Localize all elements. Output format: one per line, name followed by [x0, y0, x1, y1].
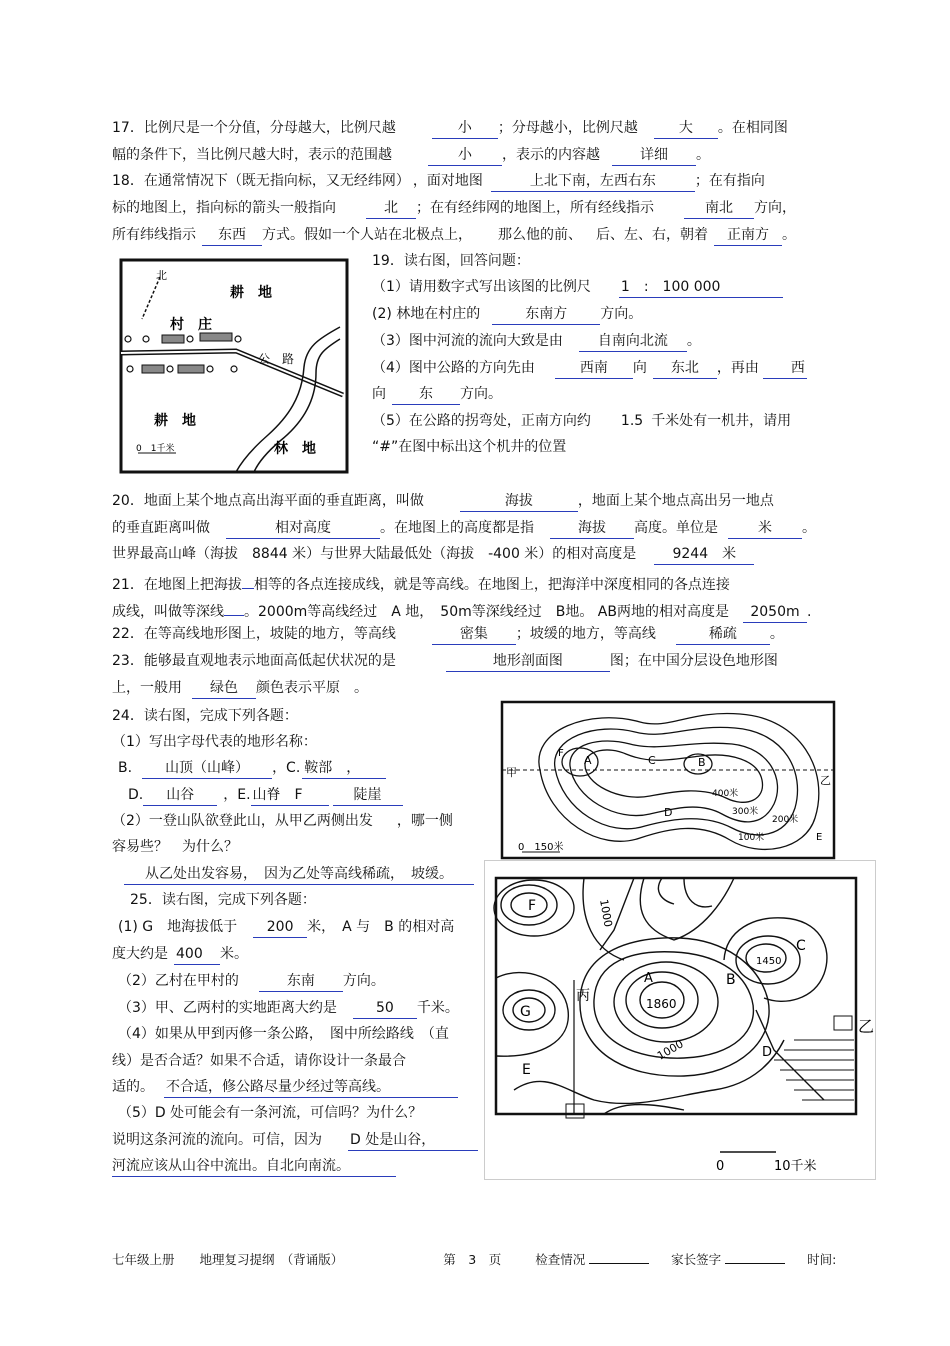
q19-title: 19．读右图，回答问题： [372, 253, 530, 269]
q24-def: D. 山谷 ，E. 山脊 F 陡崖 [128, 785, 403, 806]
scale-zero: 0 [716, 1159, 725, 1174]
point-c: C [648, 754, 656, 767]
answer-blank: 稀疏 [676, 624, 770, 645]
answer-blank: 上北下南，左西右东 [491, 171, 695, 192]
answer-blank: 1 : 100 000 [619, 277, 783, 298]
answer-blank: 东西 [202, 225, 262, 246]
answer-blank: 东北 [653, 358, 717, 379]
answer-blank: D 处是山谷， [348, 1130, 478, 1151]
farmland-label: 耕 地 [154, 413, 196, 429]
q24-s1: （1）写出字母代表的地形名称： [112, 734, 317, 750]
yi-village: 乙 [858, 1017, 875, 1036]
answer-blank: 北 [366, 198, 416, 219]
check-blank [589, 1251, 649, 1264]
answer-blank: 小 [428, 145, 502, 166]
contour-400: 400米 [712, 789, 739, 799]
q25-s4c: 适的。 不合适，修公路尽量少经过等高线。 [112, 1077, 458, 1098]
answer-blank: 自南向北流 [579, 331, 687, 352]
village-label: 村 庄 [170, 317, 212, 333]
q25-s5b: 说明这条河流的流向。可信，因为 D 处是山谷， [112, 1130, 478, 1151]
q18-line1: 18．在通常情况下（既无指向标，又无经纬网） ，面对地图 上北下南，左西右东 ；在有指向 [112, 171, 765, 192]
answer-blank: 东 [392, 384, 460, 405]
q24-bc: B. 山顶（山峰） ，C. 鞍部 ， [118, 758, 386, 779]
answer-blank: 海拔 [460, 491, 578, 512]
q24-answer [124, 864, 474, 885]
answer-blank: 西 [763, 358, 807, 379]
contour-map-villages [484, 860, 876, 1180]
answer-blank: 山脊 F [251, 785, 329, 806]
answer-blank: 山顶（山峰） [142, 758, 272, 779]
q25-s2: （2）乙村在甲村的 东南 方向。 [118, 971, 385, 992]
q22-line: 22．在等高线地形图上，坡陡的地方，等高线 密集 ；坡缓的地方，等高线 稀疏 。 [112, 624, 784, 645]
q23-line1: 23．能够最直观地表示地面高低起伏状况的是 地形剖面图 图；在中国分层设色地形图 [112, 651, 778, 672]
point-d: D [762, 1045, 773, 1060]
q19-s5: （5）在公路的拐弯处，正南方向约 1.5 千米处有一机井，请用 [372, 413, 792, 429]
q19-s5-cont: “#”在图中标出这个机井的位置 [372, 439, 567, 455]
point-a: A [584, 754, 592, 767]
point-b: B [698, 756, 706, 769]
point-b: B [726, 972, 736, 988]
answer-blank: 山谷 [143, 785, 217, 806]
answer-blank: 不合适，修公路尽量少经过等高线。 [164, 1077, 458, 1098]
answer-blank: 东南方 [492, 304, 600, 325]
contour-map-mountain [500, 700, 836, 860]
answer-blank: 2050m [743, 602, 807, 623]
q25-s4: （4）如果从甲到丙修一条公路， 图中所绘路线 （直 [118, 1026, 449, 1042]
q25-s3: （3）甲、乙两村的实地距离大约是 50 千米。 [118, 998, 459, 1019]
page-number: 第 3 页 [443, 1252, 502, 1267]
q20-line1: 20．地面上某个地点高出海平面的垂直距离，叫做 海拔 ，地面上某个地点高出另一地点 [112, 491, 774, 512]
jia-label: 甲 [506, 766, 517, 779]
answer-blank: 正南方 [714, 225, 782, 246]
q19-s4-cont: 向 东 方向。 [372, 384, 502, 405]
point-e: E [816, 832, 823, 843]
q24-s2: （2）一登山队欲登此山，从甲乙两侧出发 ，哪一侧 [112, 813, 453, 829]
point-a: A [644, 971, 653, 986]
answer-blank: 米 [728, 518, 802, 539]
q18-line3: 所有纬线指示 东西 方式。假如一个人站在北极点上， 那么他的前、 后、左、右，朝着 正南方 。 [112, 225, 796, 246]
q25-s5d [112, 1156, 396, 1177]
answer-blank: 详细 [612, 145, 696, 166]
q25-s1: (1) G 地海拔低于 200 米， A 与 B 的相对高 [118, 917, 454, 938]
answer-blank: 绿色 [192, 678, 256, 699]
q24-title: 24．读右图，完成下列各题： [112, 708, 298, 724]
answer-blank: 南北 [684, 198, 754, 219]
time-label: 时间: [807, 1252, 837, 1267]
q25-s5: （5）D 处可能会有一条河流，可信吗？为什么？ [118, 1105, 423, 1121]
answer-blank: 400 [174, 944, 220, 965]
q25-s1c: 度大约是 400 米。 [112, 944, 248, 965]
village-map [118, 257, 350, 475]
q18-line2: 标的地图上，指向标的箭头一般指向 北 ；在有经纬网的地图上，所有经线指示 南北 方向， [112, 198, 796, 219]
answer-blank: 西南 [555, 358, 633, 379]
q19-s2: (2) 林地在村庄的 东南方 方向。 [372, 304, 642, 325]
q24-s2c: 容易些？ 为什么？ [112, 839, 238, 855]
height-1860: 1860 [646, 997, 677, 1011]
answer-blank: 密集 [432, 624, 516, 645]
contour-300: 300米 [732, 807, 759, 817]
answer-blank: 9244 米 [654, 544, 754, 565]
q23-line2: 上，一般用 绿色 颜色表示平原 。 [112, 678, 368, 699]
q17-line1: 17．比例尺是一个分值，分母越大，比例尺越 小 ；分母越小，比例尺越 大 。在相同图 [112, 118, 788, 139]
scale-bar: 0 1千米 [136, 444, 175, 454]
point-e: E [522, 1062, 531, 1078]
q25-s4b: 线）是否合适？如果不合适，请你设计一条最合 [112, 1053, 406, 1069]
answer-blank: 50 [353, 998, 417, 1019]
q17-line2: 幅的条件下，当比例尺越大时，表示的范围越 小 ，表示的内容越 详细 。 [112, 145, 710, 166]
q19-s4: （4）图中公路的方向先由 西南 向 东北 ，再由 西 [372, 358, 807, 379]
answer-blank: 相对高度 [226, 518, 380, 539]
contour-200: 200米 [772, 815, 799, 825]
q25-title: 25．读右图，完成下列各题： [130, 892, 316, 908]
q20-line2: 的垂直距离叫做 相对高度 。在地图上的高度都是指 海拔 高度。单位是 米 。 [112, 518, 816, 539]
q19-s1: （1）请用数字式写出该图的比例尺 1 : 100 000 [372, 277, 783, 298]
north-label: 北 [156, 269, 167, 282]
page-footer [112, 1250, 836, 1268]
answer-blank: 地形剖面图 [446, 651, 610, 672]
bing-label: 丙 [576, 988, 590, 1004]
q20-line3: 世界最高山峰（海拔 8844 米）与世界大陆最低处（海拔 -400 米）的相对高度是 9244 米 [112, 544, 754, 565]
answer-blank: 大 [654, 118, 718, 139]
sign-label: 家长签字 [671, 1252, 722, 1267]
forest-label: 林 地 [274, 441, 316, 457]
point-f: F [528, 898, 537, 914]
answer-blank: 小 [432, 118, 498, 139]
yi-label: 乙 [820, 774, 831, 787]
height-1450: 1450 [756, 956, 782, 967]
answer-blank: 从乙处出发容易， 因为乙处等高线稀疏， 坡缓。 [124, 864, 474, 885]
scale-bar: 0 150米 [518, 842, 564, 853]
point-d: D [664, 806, 673, 819]
contour-100: 100米 [738, 833, 765, 843]
answer-blank: 东南 [259, 971, 343, 992]
contour-1000: 1000 [597, 898, 615, 929]
road-label: 公 路 [258, 352, 295, 366]
farmland-label: 耕 地 [230, 285, 272, 301]
footer-title: 七年级上册 地理复习提纲 （背诵版） [112, 1252, 344, 1267]
sign-blank [725, 1251, 785, 1264]
answer-blank: 陡崖 [333, 785, 403, 806]
answer-blank: 海拔 [550, 518, 634, 539]
answer-blank: 鞍部 ， [302, 758, 386, 779]
point-f: F [558, 748, 564, 759]
answer-blank: 200 [253, 917, 307, 938]
point-c: C [796, 938, 806, 954]
q19-s3: （3）图中河流的流向大致是由 自南向北流 。 [372, 331, 701, 352]
point-g: G [520, 1004, 531, 1020]
scale-bar: 10千米 [774, 1159, 817, 1174]
check-label: 检查情况 [535, 1252, 586, 1267]
answer-blank: 河流应该从山谷中流出。自北向南流。 [112, 1156, 396, 1177]
contour-1000: 1000 [655, 1037, 686, 1063]
q21-line2: 成线，叫做等深线 。2000m等高线经过 A 地， 50m等深线经过 B地。 AB两地的相对高度是 2050m . [112, 597, 811, 623]
q21-line1: 21．在地图上把海拔 相等的各点连接成线，就是等高线。在地图上，把海洋中深度相同的各点连接 [112, 570, 730, 595]
